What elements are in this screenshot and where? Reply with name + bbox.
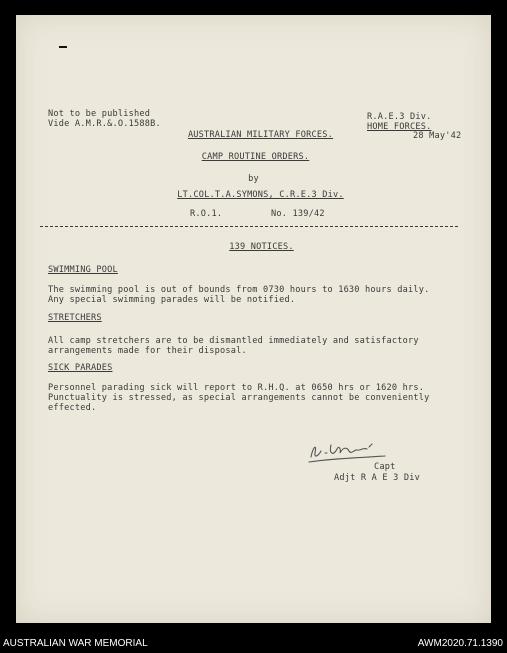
section-text-line: The swimming pool is out of bounds from 0730 hours to 1630 hours daily. xyxy=(48,285,430,295)
header-left-line-2: Vide A.M.R.&.O.1588B. xyxy=(48,119,161,129)
section-heading: SWIMMING POOL xyxy=(48,265,118,275)
section-text-line: Personnel parading sick will report to R.H.Q. at 0650 hrs or 1620 hrs. xyxy=(48,383,425,393)
section-text-line: All camp stretchers are to be dismantled immediately and satisfactory xyxy=(48,336,419,346)
section-text-line: Any special swimming parades will be notified. xyxy=(48,295,296,305)
footer-credit: AUSTRALIAN WAR MEMORIAL xyxy=(3,638,148,649)
section-heading: SICK PARADES xyxy=(48,363,113,373)
ro-label: R.O.1. xyxy=(190,209,223,219)
section-heading: STRETCHERS xyxy=(48,313,102,323)
document-subtitle: CAMP ROUTINE ORDERS. xyxy=(201,152,310,162)
document-page xyxy=(16,15,491,623)
document-title: AUSTRALIAN MILITARY FORCES. xyxy=(187,130,334,140)
section-text-line: arrangements made for their disposal. xyxy=(48,346,247,356)
signature-appointment: Adjt R A E 3 Div xyxy=(334,473,420,483)
footer-accession-number: AWM2020.71.1390 xyxy=(417,638,503,649)
issuing-officer: LT.COL.T.A.SYMONS, C.R.E.3 Div. xyxy=(177,190,344,200)
header-right-forces: HOME FORCES. xyxy=(367,122,432,132)
section-text-line: Punctuality is stressed, as special arrangements cannot be conveniently xyxy=(48,393,430,403)
ro-number: No. 139/42 xyxy=(271,209,325,219)
signature-rank: Capt xyxy=(374,462,396,472)
punch-mark xyxy=(59,46,67,48)
by-label: by xyxy=(248,174,259,184)
separator-line xyxy=(40,226,458,227)
section-text-line: effected. xyxy=(48,403,97,413)
notices-title: 139 NOTICES. xyxy=(229,242,294,252)
handwritten-signature xyxy=(307,435,397,465)
header-left-line-1: Not to be published xyxy=(48,109,151,119)
header-right-unit: R.A.E.3 Div. xyxy=(367,112,432,122)
header-right-date: 28 May'42 xyxy=(413,131,462,141)
